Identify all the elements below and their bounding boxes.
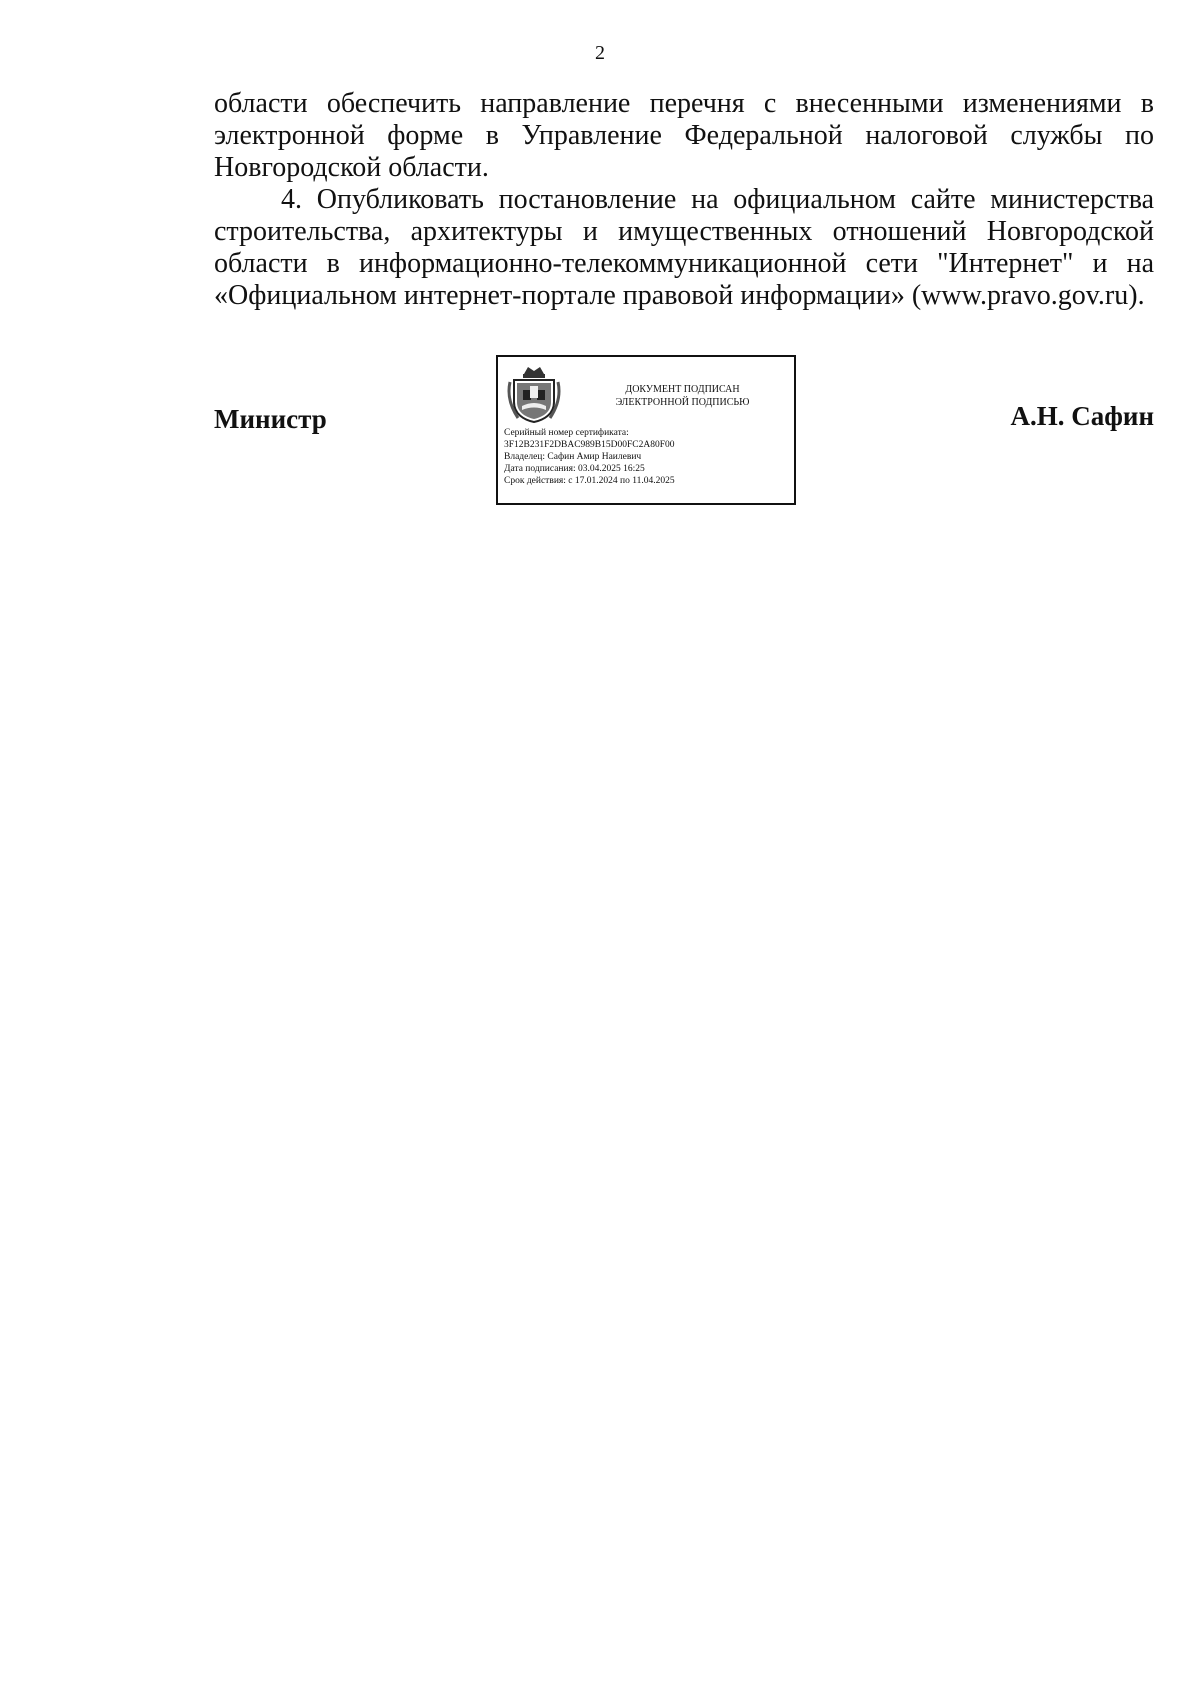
document-body: [214, 88, 1154, 312]
coat-of-arms-icon: [506, 364, 562, 424]
certificate-serial-label: Серийный номер сертификата:: [504, 428, 629, 438]
stamp-heading-line-2: ЭЛЕКТРОННОЙ ПОДПИСЬЮ: [615, 397, 750, 408]
electronic-signature-stamp: [496, 355, 796, 505]
body-paragraph-1: области обеспечить направление перечня с внесенными изменениями в электронной форме в Управление Федеральной налоговой службы по Новгородской области.: [214, 88, 1154, 183]
signing-date: Дата подписания: 03.04.2025 16:25: [504, 464, 645, 474]
certificate-owner: Владелец: Сафин Амир Наилевич: [504, 452, 642, 462]
certificate-validity: Срок действия: с 17.01.2024 по 11.04.2025: [504, 476, 675, 486]
signature-block: [214, 355, 1154, 510]
body-paragraph-2: 4. Опубликовать постановление на официальном сайте министерства строительства, архитектуры и имущественных отношений Новгородской области в информационно-телекоммуникационной сети "Интернет" и на «Официальном интернет-портале правовой информации» (www.pravo.gov.ru).: [214, 184, 1154, 311]
stamp-heading: [580, 383, 785, 409]
stamp-heading-line-1: ДОКУМЕНТ ПОДПИСАН: [625, 384, 740, 395]
signer-position: Министр: [214, 404, 327, 434]
page-number: 2: [595, 42, 605, 64]
signer-name: А.Н. Сафин: [1010, 401, 1154, 431]
certificate-serial-value: 3F12B231F2DBAC989B15D00FC2A80F00: [504, 440, 675, 450]
stamp-details: [504, 427, 790, 487]
